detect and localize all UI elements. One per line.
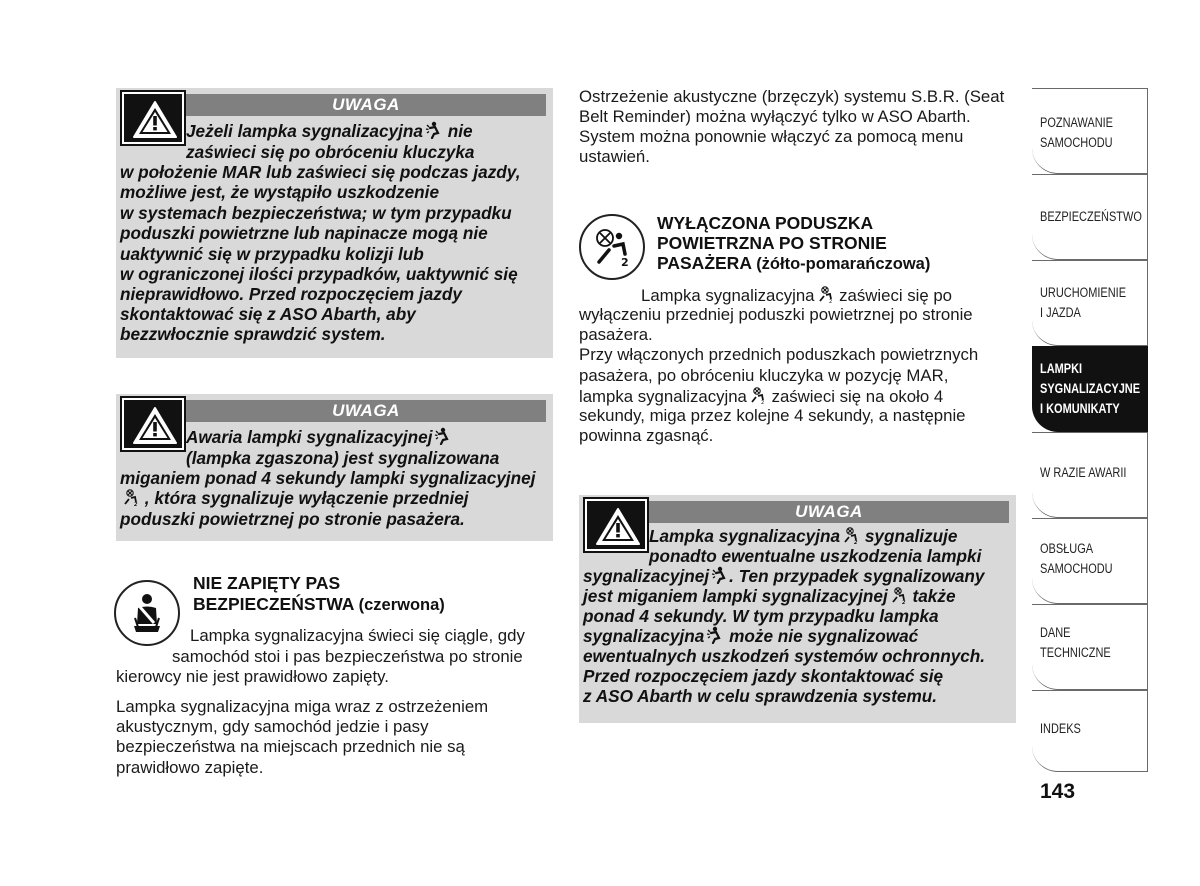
warning-line: nieprawidłowo. Przed rozpoczęciem jazdy xyxy=(120,284,462,304)
warning-line: (lampka zgaszona) jest sygnalizowana xyxy=(186,448,500,468)
sidebar-item-label: I KOMUNIKATY xyxy=(1040,401,1120,416)
airbag-off-heading: POWIETRZNA PO STRONIE xyxy=(657,233,887,253)
seatbelt-paragraph-line: samochód stoi i pas bezpieczeństwa po stronie xyxy=(172,647,523,666)
airbag-off-icon xyxy=(890,586,906,604)
sbr-paragraph-line: Ostrzeżenie akustyczne (brzęczyk) systemu S.B.R. (Seat xyxy=(579,87,1005,106)
sidebar-item-label: POZNAWANIE xyxy=(1040,115,1114,130)
airbag-off-icon xyxy=(122,488,138,506)
sidebar-item-label: SYGNALIZACYJNE xyxy=(1040,381,1141,396)
warning-box-lamp-signals xyxy=(579,495,1016,723)
warning-line: bezzwłocznie sprawdzić system. xyxy=(120,324,386,344)
sidebar-item-w-razie-awarii[interactable] xyxy=(1032,432,1148,518)
airbag-off-icon xyxy=(817,285,833,303)
sidebar-item-label: W RAZIE AWARII xyxy=(1040,465,1127,480)
warning-line: ponad 4 sekundy. W tym przypadku lampka xyxy=(583,606,939,626)
airbag-off-paragraph-line: sekundy, miga przez kolejne 4 sekundy, a następnie xyxy=(579,406,966,425)
warning-line: sygnalizacyjnej . Ten przypadek sygnalizowany xyxy=(583,566,985,586)
warning-line: Jeżeli lampka sygnalizacyjna nie xyxy=(186,121,473,141)
airbag-off-paragraph-line: pasażera. xyxy=(579,325,653,344)
airbag-off-paragraph-line: wyłączeniu przedniej poduszki powietrznej po stronie xyxy=(579,305,973,324)
airbag-off-paragraph-line: lampka sygnalizacyjna zaświeci się na około 4 xyxy=(579,387,944,406)
airbag-off-circle-icon xyxy=(579,214,645,280)
warning-line: w systemach bezpieczeństwa; w tym przypadku xyxy=(120,203,512,223)
warning-line: sygnalizacyjna może nie sygnalizować xyxy=(583,626,919,646)
airbag-warning-icon xyxy=(711,566,727,584)
sidebar-item-label: DANE xyxy=(1040,625,1071,640)
sidebar-item-label: TECHNICZNE xyxy=(1040,645,1111,660)
seatbelt-paragraph-line: bezpieczeństwa na miejscach przednich nie są xyxy=(116,737,465,756)
airbag-off-paragraph-line: powinna zgasnąć. xyxy=(579,426,714,445)
svg-text:2: 2 xyxy=(621,256,629,269)
sidebar-item-label: BEZPIECZEŃSTWO xyxy=(1040,209,1142,224)
sidebar-item-indeks[interactable] xyxy=(1032,690,1148,772)
warning-line: w ograniczonej ilości przypadków, uaktywnić się xyxy=(120,264,518,284)
seatbelt-paragraph-line: prawidłowo zapięte. xyxy=(116,758,264,777)
sidebar-item-lampki-sygnalizacyjne[interactable] xyxy=(1032,346,1148,432)
warning-header: UWAGA xyxy=(186,94,546,116)
sidebar-item-label: I JAZDA xyxy=(1040,305,1081,320)
warning-line: Przed rozpoczęciem jazdy skontaktować się xyxy=(583,666,944,686)
sidebar-item-label: OBSŁUGA xyxy=(1040,541,1094,556)
sbr-paragraph-line: System można ponownie włączyć za pomocą menu xyxy=(579,127,964,146)
warning-line: jest miganiem lampki sygnalizacyjnej także xyxy=(583,586,956,606)
seatbelt-heading: BEZPIECZEŃSTWA (czerwona) xyxy=(193,594,445,614)
seatbelt-paragraph-line: kierowcy nie jest prawidłowo zapięty. xyxy=(116,667,389,686)
warning-line: poduszki powietrzne lub napinacze mogą nie xyxy=(120,223,488,243)
sidebar-item-label: INDEKS xyxy=(1040,721,1081,736)
sidebar-item-poznawanie-samochodu[interactable] xyxy=(1032,88,1148,174)
sidebar-item-label: SAMOCHODU xyxy=(1040,561,1113,576)
airbag-off-icon xyxy=(842,526,858,544)
sbr-paragraph-line: ustawień. xyxy=(579,147,650,166)
sidebar-item-label: LAMPKI xyxy=(1040,361,1083,376)
warning-triangle-icon xyxy=(122,92,184,144)
seatbelt-paragraph-line: Lampka sygnalizacyjna świeci się ciągle, gdy xyxy=(190,626,525,645)
warning-line: w położenie MAR lub zaświeci się podczas jazdy, xyxy=(120,162,521,182)
warning-line: ewentualnych uszkodzeń systemów ochronnych. xyxy=(583,646,986,666)
page-number: 143 xyxy=(1040,780,1076,803)
seatbelt-warning-icon xyxy=(114,580,180,646)
airbag-off-heading: WYŁĄCZONA PODUSZKA xyxy=(657,213,874,233)
seatbelt-heading: NIE ZAPIĘTY PAS xyxy=(193,573,341,593)
sidebar-item-uruchomienie-i-jazda[interactable] xyxy=(1032,260,1148,346)
airbag-warning-icon xyxy=(425,121,441,139)
airbag-off-paragraph-line: pasażera, po obróceniu kluczyka w pozycję MAR, xyxy=(579,366,949,385)
warning-header: UWAGA xyxy=(186,400,546,422)
sidebar-item-dane-techniczne[interactable] xyxy=(1032,604,1148,690)
airbag-off-heading: PASAŻERA (żółto-pomarańczowa) xyxy=(657,253,931,273)
seatbelt-paragraph-line: Lampka sygnalizacyjna miga wraz z ostrzeżeniem xyxy=(116,697,489,716)
warning-line: możliwe jest, że wystąpiło uszkodzenie xyxy=(120,182,440,202)
warning-line: , która sygnalizuje wyłączenie przedniej xyxy=(120,488,469,509)
warning-triangle-icon xyxy=(585,499,647,551)
airbag-warning-icon xyxy=(434,427,450,445)
warning-line: uaktywnić się w przypadku kolizji lub xyxy=(120,244,424,264)
seatbelt-paragraph-line: akustycznym, gdy samochód jedzie i pasy xyxy=(116,717,429,736)
sbr-paragraph-line: Belt Reminder) można wyłączyć tylko w ASO Abarth. xyxy=(579,107,971,126)
sidebar-item-bezpieczenstwo[interactable] xyxy=(1032,174,1148,260)
warning-box-lamp-failure xyxy=(116,394,553,541)
warning-line: Awaria lampki sygnalizacyjnej xyxy=(186,427,452,448)
sidebar-item-label: SAMOCHODU xyxy=(1040,135,1113,150)
warning-line: Lampka sygnalizacyjna sygnalizuje xyxy=(649,526,958,546)
warning-line: miganiem ponad 4 sekundy lampki sygnalizacyjnej xyxy=(120,468,536,488)
warning-header: UWAGA xyxy=(649,501,1009,523)
airbag-off-paragraph-line: Przy włączonych przednich poduszkach powietrznych xyxy=(579,345,979,364)
warning-box-airbag-fault xyxy=(116,88,553,358)
warning-line: poduszki powietrznej po stronie pasażera. xyxy=(120,509,465,529)
warning-line: zaświeci się po obróceniu kluczyka xyxy=(186,142,475,162)
airbag-off-icon xyxy=(749,386,765,404)
warning-line: skontaktować się z ASO Abarth, aby xyxy=(120,304,416,324)
airbag-warning-icon xyxy=(706,626,722,644)
warning-line: ponadto ewentualne uszkodzenia lampki xyxy=(649,546,982,566)
sidebar-item-obsluga-samochodu[interactable] xyxy=(1032,518,1148,604)
sidebar-item-label: URUCHOMIENIE xyxy=(1040,285,1127,300)
warning-triangle-icon xyxy=(122,398,184,450)
airbag-off-paragraph-line: Lampka sygnalizacyjna zaświeci się po xyxy=(641,286,953,305)
warning-line: z ASO Abarth w celu sprawdzenia systemu. xyxy=(583,686,938,706)
